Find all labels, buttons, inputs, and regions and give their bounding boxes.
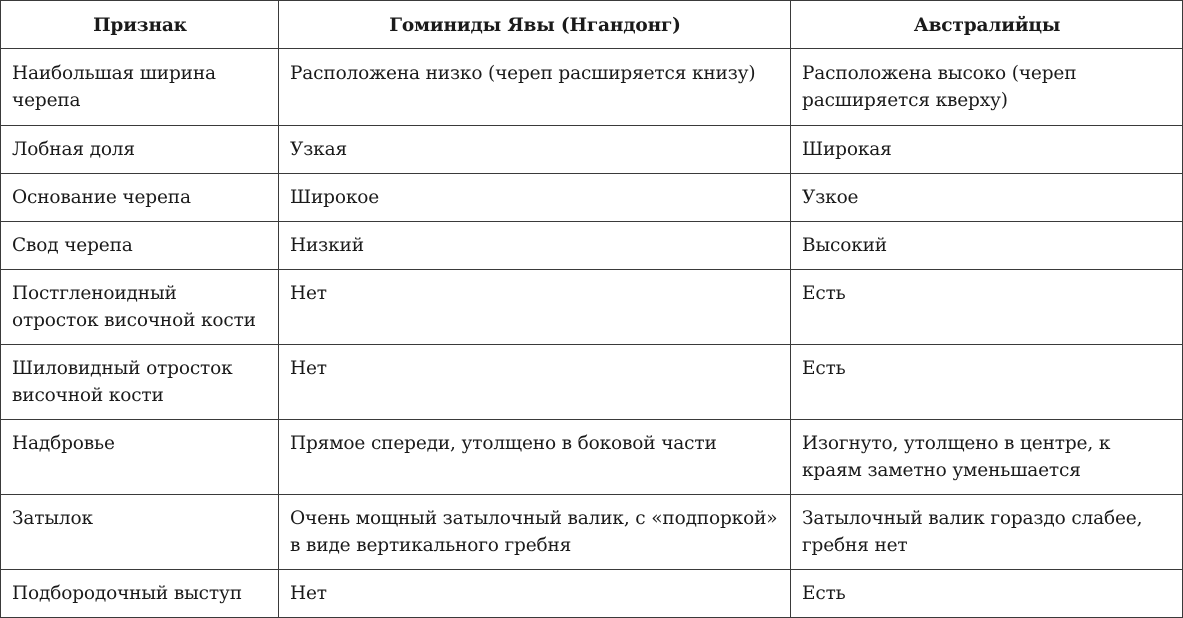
cell-australians: Есть [791,345,1183,420]
cell-australians: Расположена высоко (череп расширяется кверху) [791,49,1183,126]
table-row [1,222,1183,270]
cell-feature: Наибольшая ширина черепа [1,49,279,126]
table-row [1,345,1183,420]
cell-feature: Свод черепа [1,222,279,270]
table-row [1,570,1183,618]
table-row [1,126,1183,174]
cell-feature: Лобная доля [1,126,279,174]
header-row [1,1,1183,49]
cell-java: Прямое спереди, утолщено в боковой части [279,420,791,495]
cell-java: Очень мощный затылочный валик, с «подпоркой» в виде вертикального гребня [279,495,791,570]
cell-feature: Постгленоидный отросток височной кости [1,270,279,345]
table-row [1,49,1183,126]
cell-feature: Затылок [1,495,279,570]
header-java-hominids: Гоминиды Явы (Нгандонг) [279,1,791,49]
cell-feature: Подбородочный выступ [1,570,279,618]
cell-australians: Изогнуто, утолщено в центре, к краям заметно уменьшается [791,420,1183,495]
cell-australians: Высокий [791,222,1183,270]
cell-australians: Широкая [791,126,1183,174]
cell-java: Нет [279,345,791,420]
cell-australians: Узкое [791,174,1183,222]
cell-feature: Основание черепа [1,174,279,222]
cell-java: Низкий [279,222,791,270]
table-row [1,495,1183,570]
cell-australians: Есть [791,270,1183,345]
cell-java: Широкое [279,174,791,222]
table-row [1,270,1183,345]
table-row [1,420,1183,495]
cell-java: Нет [279,570,791,618]
cell-feature: Надбровье [1,420,279,495]
header-feature: Признак [1,1,279,49]
cell-java: Нет [279,270,791,345]
cell-java: Узкая [279,126,791,174]
cell-australians: Затылочный валик гораздо слабее, гребня нет [791,495,1183,570]
cell-feature: Шиловидный отросток височной кости [1,345,279,420]
cell-australians: Есть [791,570,1183,618]
header-australians: Австралийцы [791,1,1183,49]
table-row [1,174,1183,222]
cell-java: Расположена низко (череп расширяется книзу) [279,49,791,126]
